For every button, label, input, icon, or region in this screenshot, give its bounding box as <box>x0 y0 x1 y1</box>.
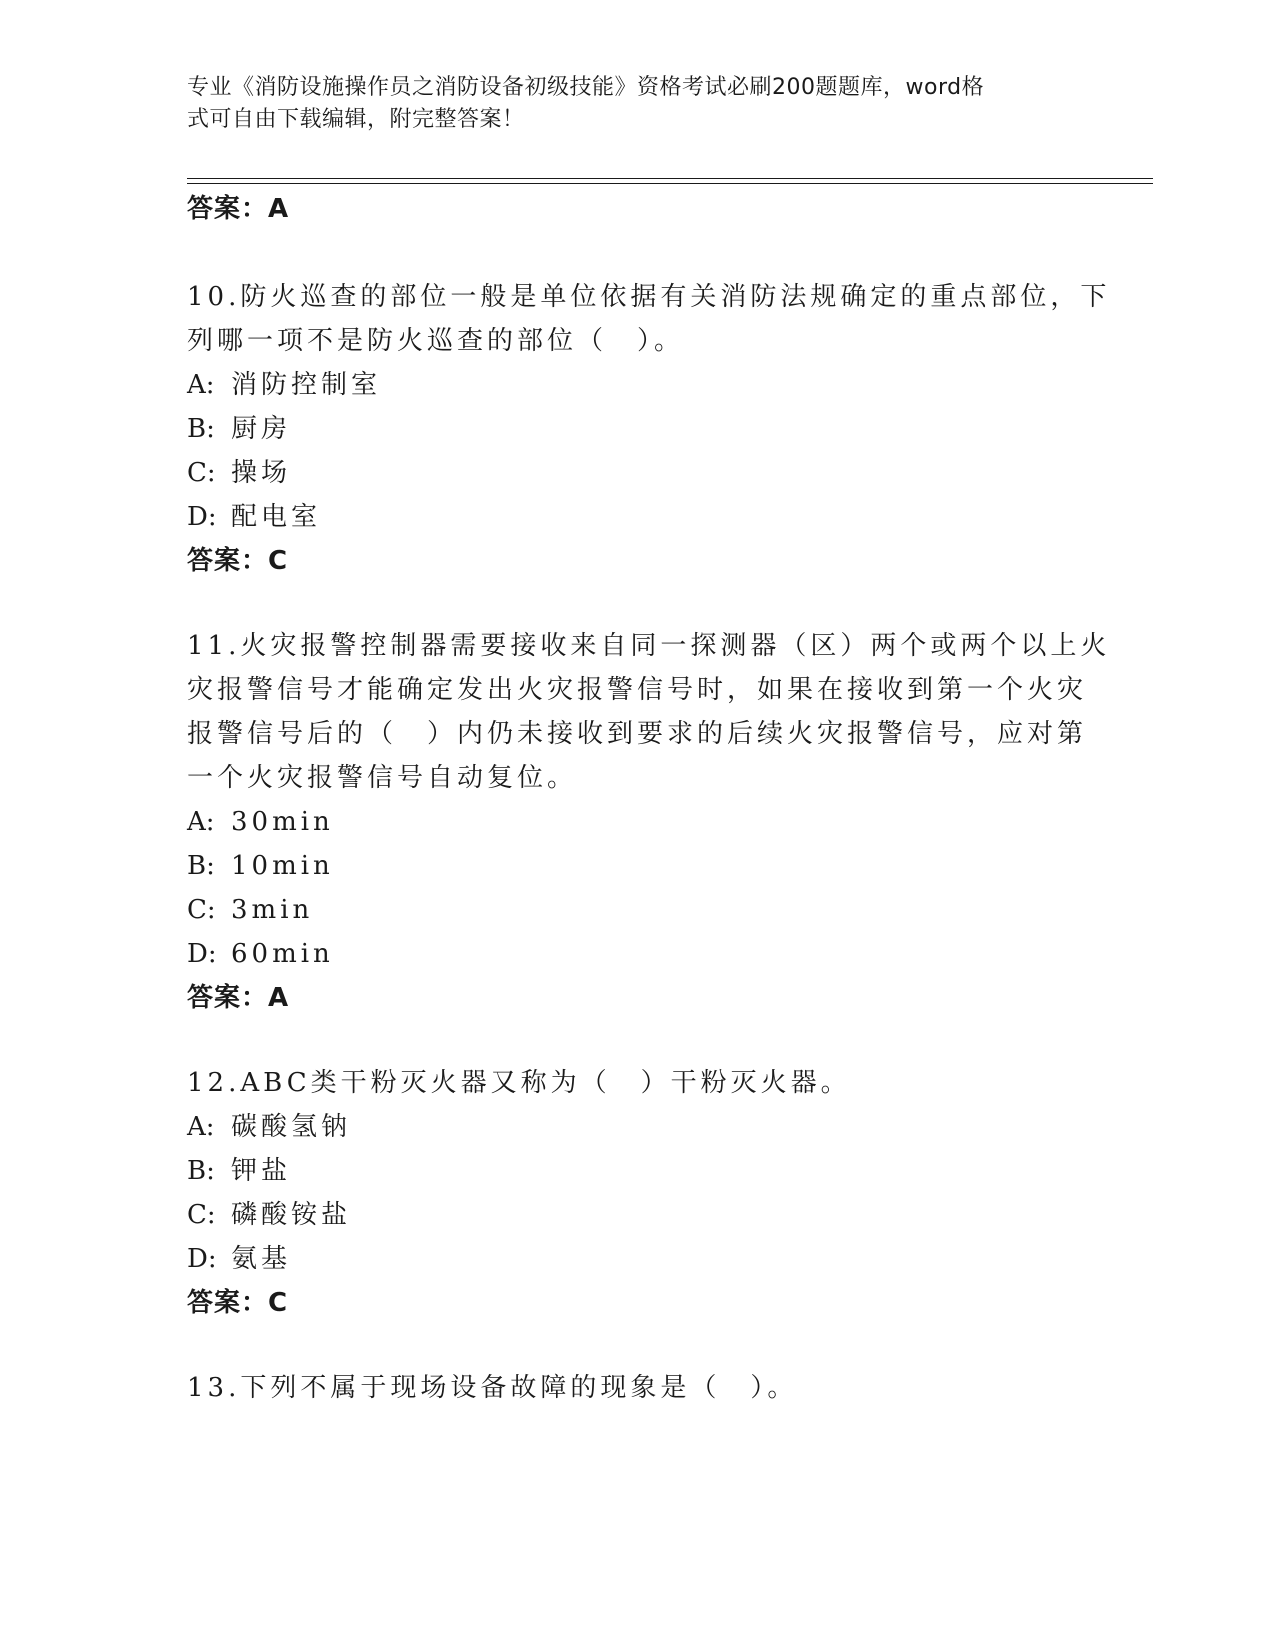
option-d <box>187 932 1067 976</box>
header-line-1: 专业《消防设施操作员之消防设备初级技能》资格考试必刷200题题库，word格 <box>187 75 985 100</box>
header-rule-bottom <box>187 183 1153 184</box>
option-label: C: <box>187 1200 216 1230</box>
option-label: A: <box>187 370 215 400</box>
answer-text: 答案：A <box>187 983 290 1013</box>
option-label: D: <box>187 1244 217 1274</box>
option-d <box>187 495 1067 539</box>
question-11 <box>187 624 1111 1020</box>
option-label: A: <box>187 1112 215 1142</box>
option-c <box>187 451 1067 495</box>
answer-text: 答案：C <box>187 1288 289 1318</box>
option-c <box>187 1193 1067 1237</box>
option-label: B: <box>187 851 215 881</box>
option-b <box>187 407 1067 451</box>
previous-answer-block <box>187 187 1067 231</box>
option-text: 3min <box>231 895 314 925</box>
option-text: 厨房 <box>231 414 292 444</box>
option-label: C: <box>187 895 216 925</box>
answer-text: 答案：C <box>187 546 289 576</box>
option-text: 氨基 <box>231 1244 292 1274</box>
question-stem-line: 12.ABC类干粉灭火器又称为（ ）干粉灭火器。 <box>187 1068 851 1098</box>
question-13 <box>187 1366 1067 1410</box>
question-stem-line: 13.下列不属于现场设备故障的现象是（ ）。 <box>187 1373 798 1403</box>
question-12 <box>187 1061 1067 1325</box>
option-text: 消防控制室 <box>231 370 382 400</box>
header-rule-top <box>187 178 1153 179</box>
question-stem-line: 灾报警信号才能确定发出火灾报警信号时，如果在接收到第一个火灾 <box>187 675 1088 705</box>
option-a <box>187 363 1067 407</box>
option-text: 碳酸氢钠 <box>231 1112 352 1142</box>
option-label: A: <box>187 807 215 837</box>
question-stem-line: 10.防火巡查的部位一般是单位依据有关消防法规确定的重点部位，下 <box>187 282 1111 312</box>
option-text: 配电室 <box>231 502 322 532</box>
option-label: D: <box>187 939 217 969</box>
option-b <box>187 1149 1067 1193</box>
option-text: 60min <box>231 939 334 969</box>
option-text: 30min <box>231 807 334 837</box>
answer-text: 答案：A <box>187 194 290 224</box>
option-b <box>187 844 1067 888</box>
document-header <box>187 72 1067 136</box>
question-10 <box>187 275 1111 583</box>
option-a <box>187 800 1067 844</box>
header-line-2: 式可自由下载编辑，附完整答案！ <box>187 107 525 132</box>
option-label: C: <box>187 458 216 488</box>
option-text: 操场 <box>231 458 292 488</box>
option-label: B: <box>187 414 215 444</box>
question-stem-line: 一个火灾报警信号自动复位。 <box>187 763 578 793</box>
option-text: 磷酸铵盐 <box>231 1200 352 1230</box>
option-text: 钾盐 <box>231 1156 292 1186</box>
question-stem-line: 列哪一项不是防火巡查的部位（ ）。 <box>187 326 685 356</box>
option-c <box>187 888 1067 932</box>
question-stem-line: 11.火灾报警控制器需要接收来自同一探测器（区）两个或两个以上火 <box>187 631 1111 661</box>
option-text: 10min <box>231 851 334 881</box>
option-a <box>187 1105 1067 1149</box>
option-label: B: <box>187 1156 215 1186</box>
question-stem-line: 报警信号后的（ ）内仍未接收到要求的后续火灾报警信号，应对第 <box>187 719 1088 749</box>
option-label: D: <box>187 502 217 532</box>
option-d <box>187 1237 1067 1281</box>
